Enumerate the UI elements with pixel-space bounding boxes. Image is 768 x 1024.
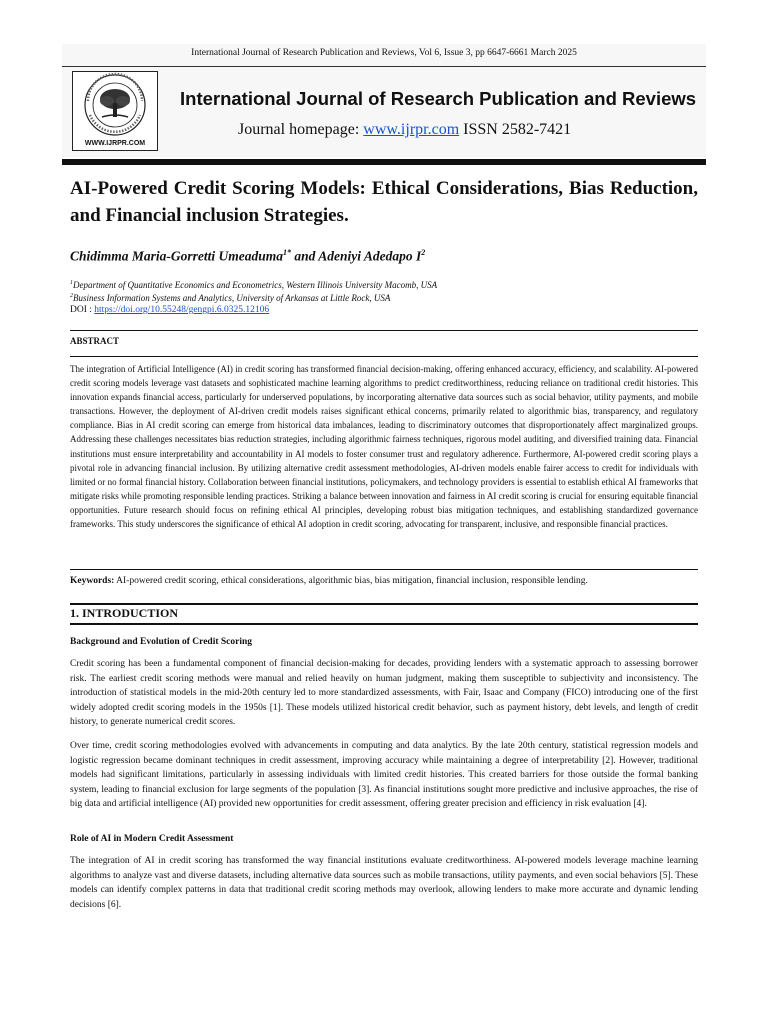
section-heading-rule	[70, 623, 698, 625]
author-and: and	[291, 248, 319, 264]
section-heading: 1. INTRODUCTION	[70, 606, 179, 620]
article-title: AI-Powered Credit Scoring Models: Ethical Considerations, Bias Reduction, and Financial inclusion Strategies.	[70, 178, 698, 226]
keywords-label: Keywords:	[70, 576, 115, 586]
section-rule	[70, 603, 698, 605]
author-2: Adeniyi Adedapo I	[318, 248, 422, 264]
doi-line	[70, 305, 269, 315]
subheading-background: Background and Evolution of Credit Scoring	[70, 637, 253, 647]
author-line	[70, 248, 425, 265]
doi-link[interactable]: https://doi.org/10.55248/gengpi.6.0325.12106	[94, 305, 270, 315]
masthead-thick-rule	[62, 159, 706, 165]
homepage-link[interactable]: www.ijrpr.com	[363, 121, 460, 138]
keywords-text: AI-powered credit scoring, ethical considerations, algorithmic bias, bias mitigation, financial inclusion, responsible lending.	[114, 576, 588, 586]
journal-masthead	[62, 67, 706, 157]
affiliation-1	[70, 280, 437, 290]
affiliation-2-text: Business Information Systems and Analytics, University of Arkansas at Little Rock, USA	[73, 293, 391, 303]
affiliation-1-sup: 1	[70, 280, 73, 286]
paragraph-2: Over time, credit scoring methodologies evolved with advancements in computing and data analytics. By the late 20th century, statistical regression models and logistic regression became dominant techniques in credit assessment, improving accuracy while maintaining a degree of interpretability [2]. However, traditional models had significant limitations, particularly in assessing individuals with limited credit histories. This created barriers for those outside the formal banking system, leading to financial exclusion for large segments of the population [3]. As financial institutions sought more predictive and inclusive approaches, the rise of big data and artificial intelligence (AI) provided new opportunities for credit assessment, offering greater precision and efficiency in risk evaluation [4].	[70, 741, 698, 810]
homepage-label: Journal homepage:	[238, 121, 364, 138]
running-header: International Journal of Research Publication and Reviews, Vol 6, Issue 3, pp 6647-6661 March 2025	[191, 48, 577, 58]
abstract-top-rule	[70, 330, 698, 331]
doi-label: DOI :	[70, 305, 95, 315]
abstract-heading-rule	[70, 356, 698, 357]
affiliation-1-text: Department of Quantitative Economics and Econometrics, Western Illinois University Macomb, USA	[73, 280, 438, 290]
keywords-line	[70, 576, 588, 586]
journal-logo-icon	[72, 71, 158, 151]
issn: ISSN 2582-7421	[463, 121, 572, 138]
author-1-sup: 1*	[283, 248, 292, 257]
paragraph-3: The integration of AI in credit scoring has transformed the way financial institutions evaluate creditworthiness. AI-powered models leverage machine learning algorithms to analyze vast and diverse datasets, including alternative data sources such as mobile transactions, utility payments, and even social behaviors [5]. These models can identify complex patterns in data that traditional credit scoring methods may overlook, allowing lenders to make more accurate and dynamic lending decisions [6].	[70, 856, 698, 910]
paragraph-1: Credit scoring has been a fundamental component of financial decision-making for decades, providing lenders with a systematic approach to assessing borrower risk. The earliest credit scoring methods were manual and relied heavily on human judgment, making them susceptible to subjectivity and inconsistency. The introduction of statistical models in the mid-20th century led to more standardized assessments, with Fair, Isaac and Company (FICO) introducing one of the first widely adopted credit scoring models in the 1950s [1]. These models utilized historical credit behavior, such as payment history, debt levels, and length of credit history, to generate numerical credit scores.	[70, 659, 698, 728]
abstract-text: The integration of Artificial Intelligence (AI) in credit scoring has transformed financial decision-making, offering enhanced accuracy, efficiency, and scalability. AI-powered credit scoring models leverage vast datasets and sophisticated machine learning algorithms to predict creditworthiness, reducing reliance on traditional credit histories. This innovation expands financial access, particularly for underserved populations, by incorporating alternative data sources such as social behavior, utility payments, and mobile transactions. However, the deployment of AI-driven credit models raises significant ethical concerns, primarily related to algorithmic bias, transparency, and regulatory compliance. Bias in AI credit scoring can emerge from historical data imbalances, leading to discriminatory outcomes that disproportionately affect marginalized groups. Addressing these challenges necessitates bias reduction strategies, including algorithmic fairness techniques, rigorous model auditing, and diversified training data. Financial institutions must ensure interpretability and accountability in AI models to foster consumer trust and regulatory adherence. Furthermore, AI-powered credit scoring plays a pivotal role in advancing financial inclusion. By utilizing alternative credit assessment methodologies, AI-driven models enable fairer access to credit for individuals with limited or no formal financial history. Collaboration between financial institutions, policymakers, and technology providers is essential to establish ethical AI frameworks that mitigate risks while promoting responsible lending practices. Striking a balance between innovation and fairness in AI credit scoring is crucial for ensuring equitable financial opportunities. Future research should focus on refining ethical AI principles, developing robust bias mitigation techniques, and establishing standardized governance frameworks. This study underscores the significance of ethical AI adoption in credit scoring, advocating for transparent, inclusive, and responsible financial practices.	[70, 364, 698, 530]
author-2-sup: 2	[421, 248, 426, 257]
affiliation-2	[70, 293, 390, 303]
abstract-heading: ABSTRACT	[70, 336, 120, 346]
journal-name: International Journal of Research Publication and Reviews	[180, 88, 697, 109]
affiliation-2-sup: 2	[70, 293, 73, 299]
subheading-role-of-ai: Role of AI in Modern Credit Assessment	[70, 834, 234, 844]
abstract-bottom-rule	[70, 569, 698, 570]
author-1: Chidimma Maria-Gorretti Umeaduma	[70, 248, 284, 264]
journal-homepage-line	[238, 121, 571, 139]
logo-url-text: WWW.IJRPR.COM	[84, 140, 146, 147]
